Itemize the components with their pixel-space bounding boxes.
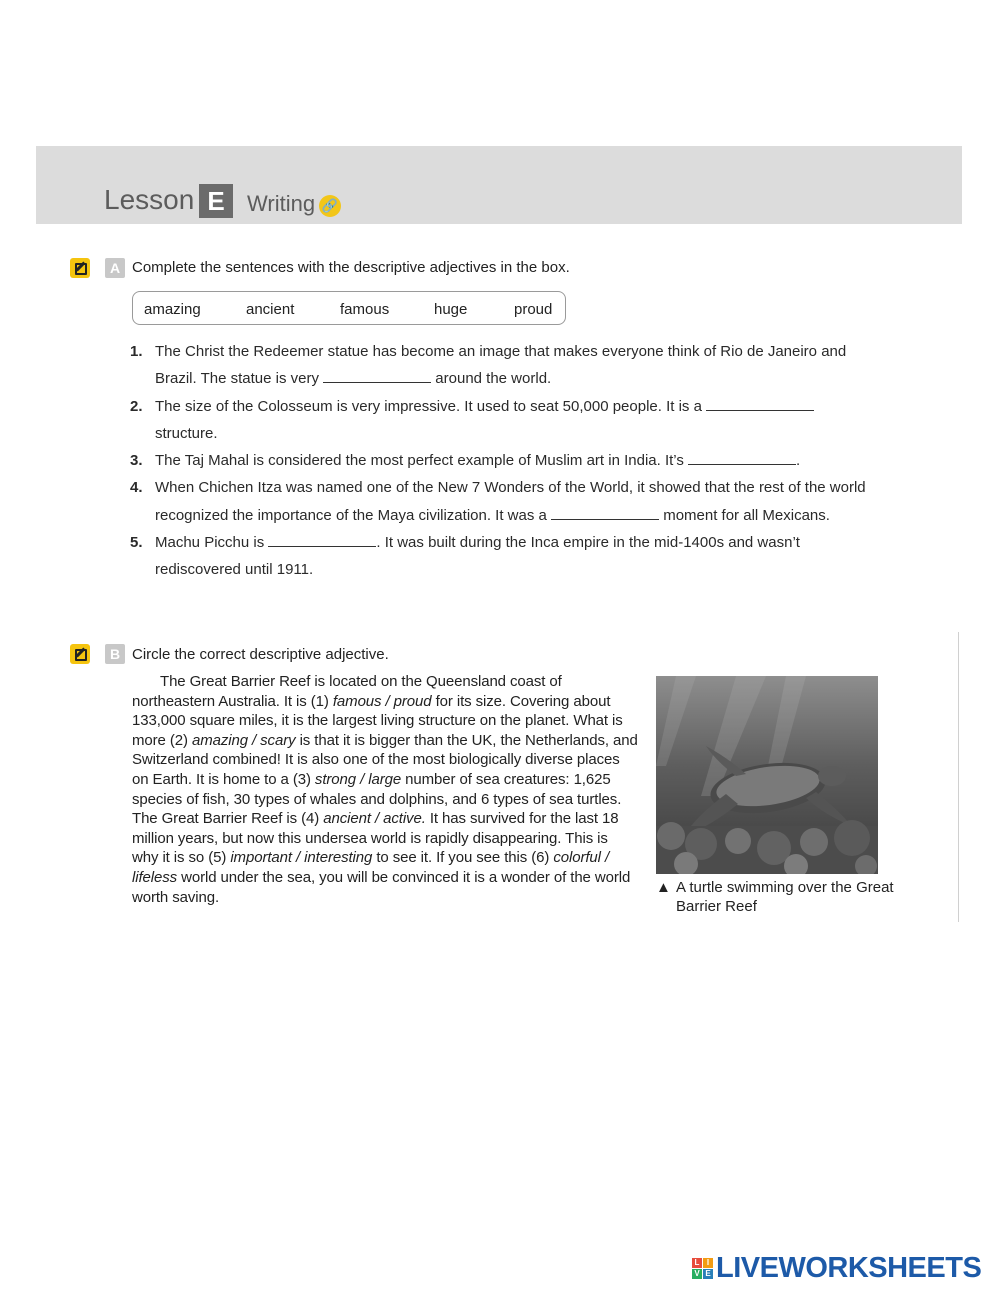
adjective-choice[interactable]: amazing / scary — [191, 731, 296, 749]
sentence-number: 1. — [130, 343, 143, 360]
passage-text: It has survived for the last 18 million years, but now this undersea world is rapidly disappearing. This is why it is so (5) — [132, 810, 619, 867]
side-divider — [958, 632, 959, 922]
lesson-label: Lesson — [104, 184, 195, 215]
answer-blank[interactable] — [706, 398, 814, 411]
sentence-list — [130, 338, 870, 584]
passage-text: is that it is bigger than the UK, the Netherlands, and Switzerland combined! It is also one of the most biologically diverse places on Earth. It is home to a (3) — [132, 731, 638, 788]
answer-blank[interactable] — [323, 370, 431, 383]
sentence-text: moment for all Mexicans. — [659, 506, 830, 524]
word-box-item: famous — [340, 301, 390, 318]
answer-blank[interactable] — [551, 507, 659, 520]
sentence-item — [130, 474, 870, 529]
caption-text: A turtle swimming over the Great Barrier Reef — [676, 879, 894, 915]
adjective-choice[interactable]: famous / proud — [332, 692, 432, 710]
reading-passage — [132, 672, 638, 907]
answer-blank[interactable] — [268, 534, 376, 547]
sentence-number: 5. — [130, 534, 143, 552]
sentence-item — [130, 529, 870, 584]
task-b-letter: B — [105, 644, 125, 664]
passage-text: world under the sea, you will be convinced it is a wonder of the world worth saving. — [132, 868, 631, 906]
word-box-item: proud — [514, 301, 553, 318]
sentence-text: . — [796, 452, 801, 470]
word-box — [132, 291, 566, 325]
brand-mark-letter: I — [703, 1258, 713, 1268]
link-icon[interactable]: 🔗 — [319, 195, 341, 217]
lesson-letter-badge: E — [199, 184, 233, 218]
brand-mark-letter: L — [692, 1258, 702, 1268]
word-box-item: huge — [434, 301, 468, 318]
sentence-item — [130, 447, 870, 474]
sentence-text: around the world. — [431, 370, 552, 388]
passage-text: number of sea creatures: 1,625 species of fish, 30 types of whales and dolphins, and 6 types of sea turtles. The Great Barrier Reef is (4) — [132, 770, 622, 828]
adjective-choice[interactable]: strong / large — [314, 770, 402, 788]
sentence-item — [130, 338, 870, 393]
lesson-topic: Writing — [247, 191, 316, 216]
photo-caption — [656, 878, 896, 916]
word-box-item: amazing — [144, 301, 201, 318]
sentence-number: 3. — [130, 452, 143, 470]
task-a-letter: A — [105, 258, 125, 278]
turtle-illustration — [656, 676, 878, 874]
task-a-instruction: Complete the sentences with the descriptive adjectives in the box. — [132, 259, 570, 276]
sentence-number: 2. — [130, 397, 143, 415]
sentence-text: Machu Picchu is — [155, 534, 269, 552]
edit-pencil-icon — [70, 644, 90, 664]
sentence-text: structure. — [155, 424, 218, 442]
sentence-number: 4. — [130, 479, 143, 497]
answer-blank[interactable] — [688, 452, 796, 465]
brand-mark-letter: E — [703, 1269, 713, 1279]
adjective-choice[interactable]: important / interesting — [230, 849, 373, 867]
word-box-item: ancient — [246, 301, 295, 318]
passage-text: for its size. Covering about 133,000 square miles, it is the largest living structure on the planet. What is more (2) — [132, 692, 623, 749]
task-b-instruction: Circle the correct descriptive adjective. — [132, 646, 389, 663]
brand-mark-letter: V — [692, 1269, 702, 1279]
adjective-choice[interactable]: ancient / active. — [323, 810, 426, 828]
brand-name: LIVEWORKSHEETS — [716, 1252, 982, 1284]
passage-text: to see it. If you see this (6) — [372, 849, 554, 867]
adjective-choice[interactable]: colorful / lifeless — [132, 849, 610, 886]
sentence-text: When Chichen Itza was named one of the New 7 Wonders of the World, it showed that the rest of the world recognized the importance of the Maya civilization. It was a — [155, 479, 866, 524]
triangle-marker-icon: ▲ — [656, 879, 671, 896]
sentence-text: The size of the Colosseum is very impressive. It used to seat 50,000 people. It is a — [155, 397, 707, 415]
passage-text: The Great Barrier Reef is located on the Queensland coast of northeastern Australia. It is (1) — [132, 673, 562, 710]
brand-mark-icon — [692, 1258, 714, 1280]
sentence-item — [130, 393, 870, 448]
sentence-text: The Taj Mahal is considered the most perfect example of Muslim art in India. It’s — [155, 452, 689, 470]
sentence-text: . It was built during the Inca empire in the mid-1400s and wasn’t rediscovered until 1911. — [155, 534, 800, 579]
sentence-text: The Christ the Redeemer statue has become an image that makes everyone think of Rio de Janeiro and Brazil. The statue is very — [155, 343, 847, 388]
turtle-photo — [656, 676, 878, 874]
edit-pencil-icon — [70, 258, 90, 278]
